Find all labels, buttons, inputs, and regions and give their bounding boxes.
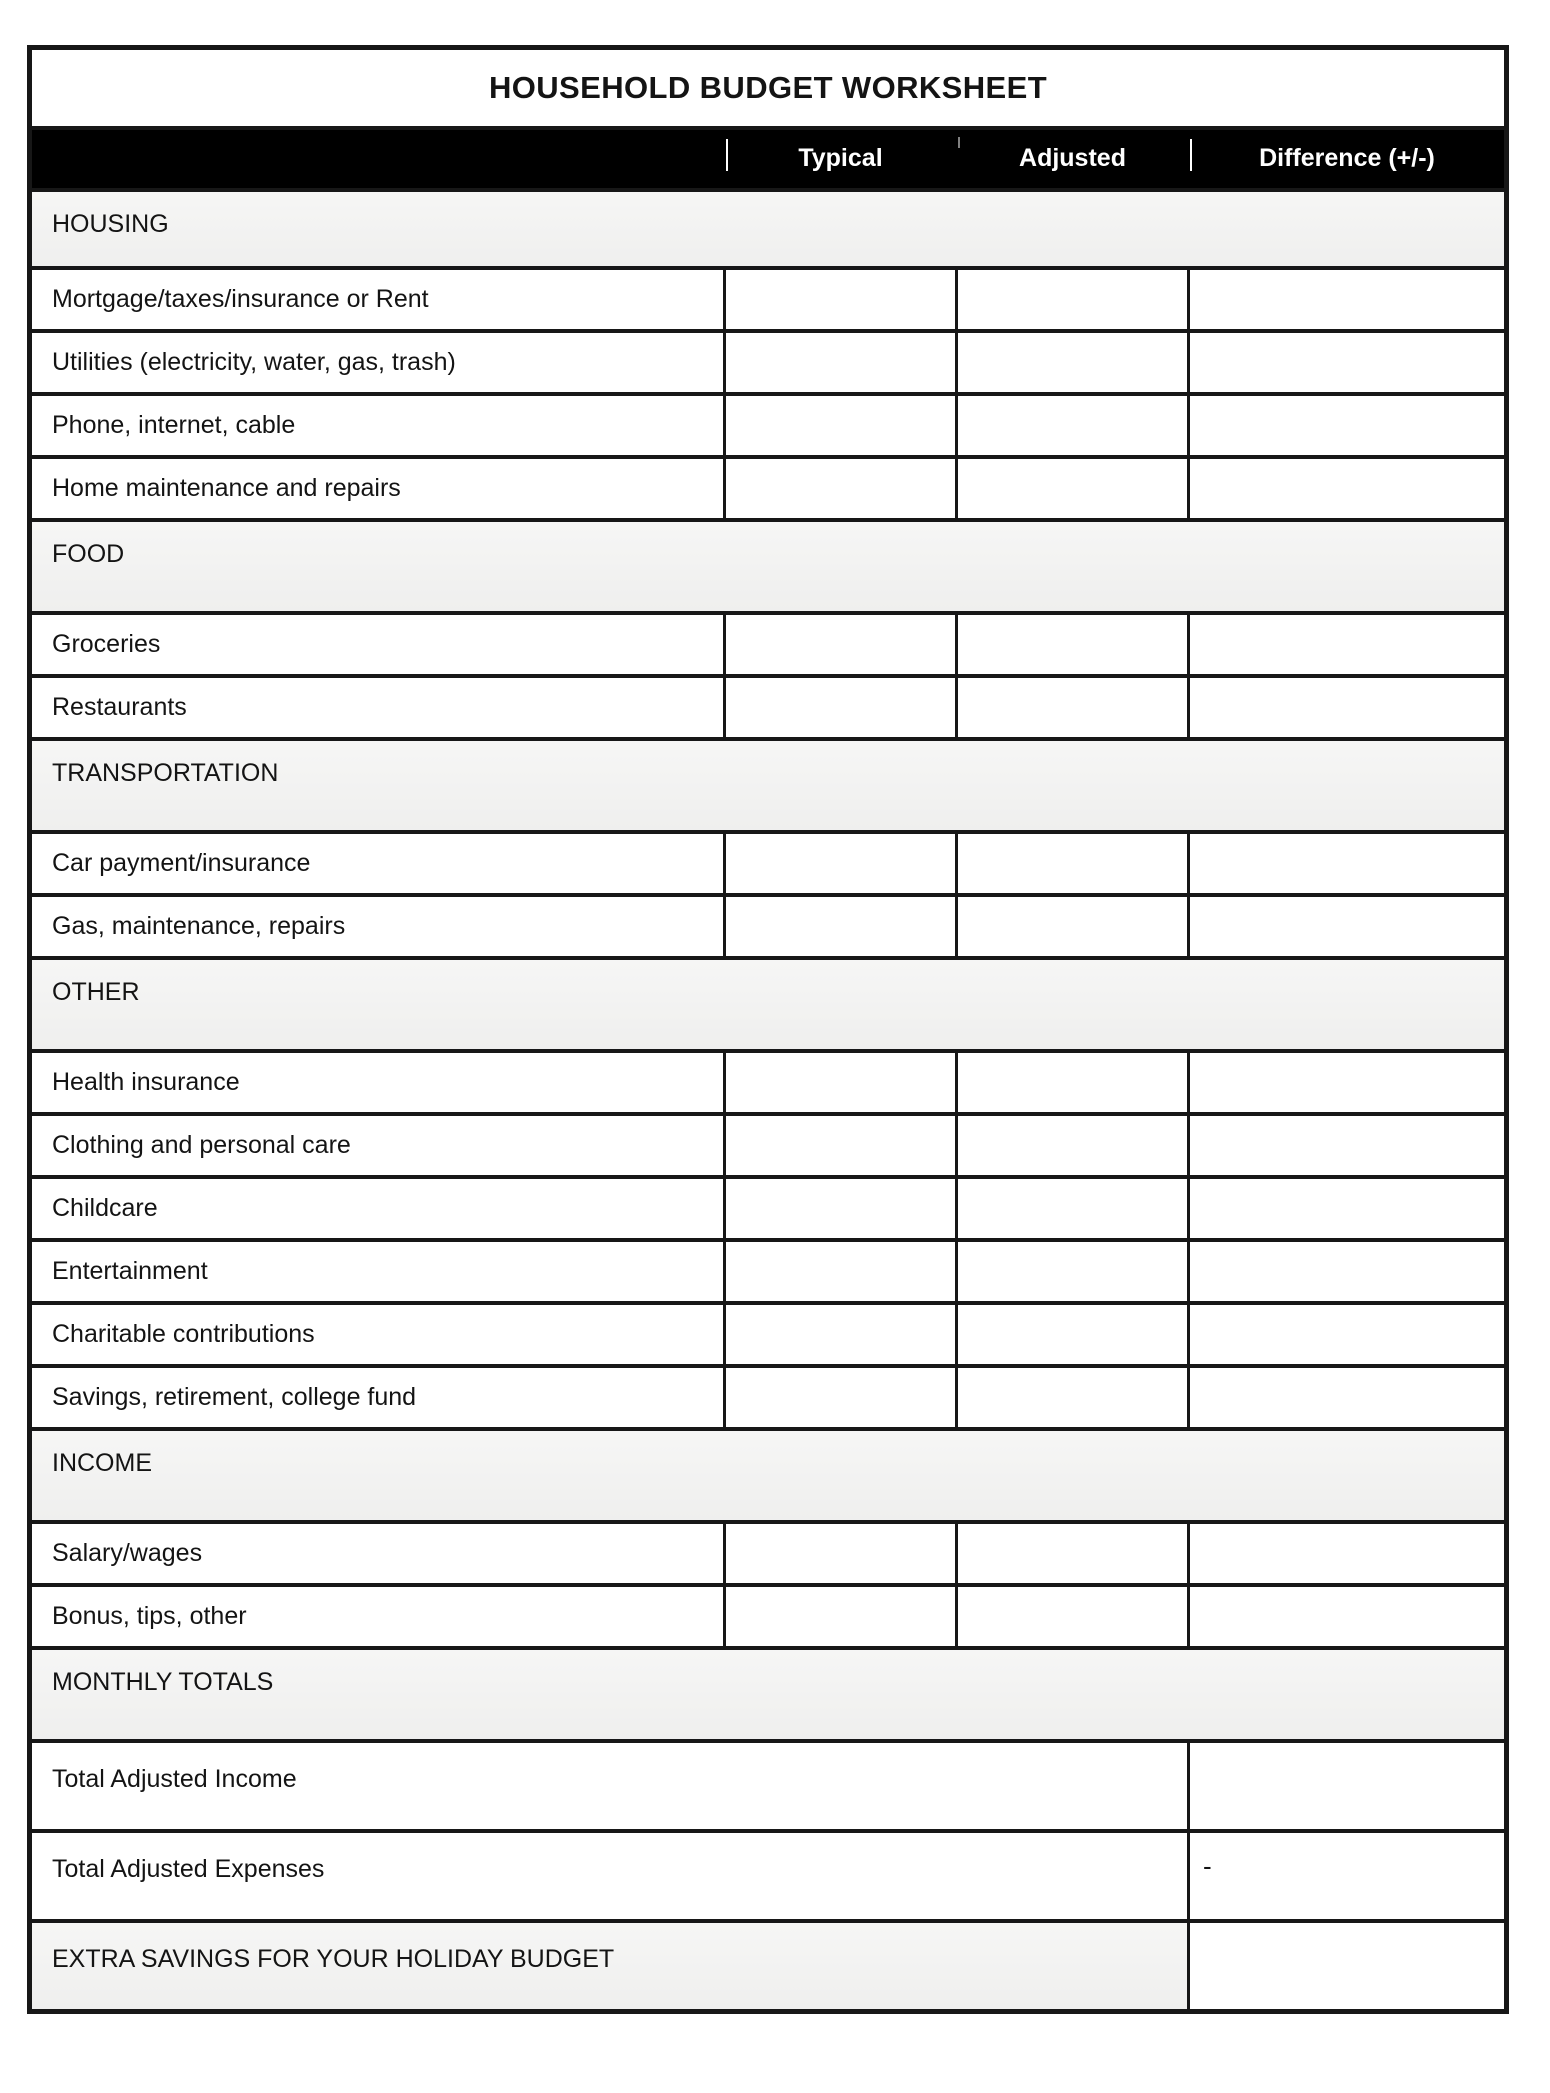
entry-typical-cell[interactable] — [725, 613, 957, 676]
section-row-housing — [30, 190, 1507, 268]
extra-savings-row — [30, 1921, 1507, 2012]
section-row-transportation — [30, 739, 1507, 832]
item-label: Home maintenance and repairs — [30, 457, 725, 520]
entry-difference-cell[interactable] — [1189, 1522, 1507, 1585]
entry-typical-cell[interactable] — [725, 1051, 957, 1114]
entry-difference-cell[interactable] — [1189, 394, 1507, 457]
entry-typical-cell[interactable] — [725, 394, 957, 457]
entry-difference-cell[interactable] — [1189, 1177, 1507, 1240]
section-label: MONTHLY TOTALS — [30, 1648, 1507, 1741]
column-separator-tick — [725, 139, 728, 171]
entry-difference-cell[interactable] — [1189, 895, 1507, 958]
entry-typical-cell[interactable] — [725, 895, 957, 958]
section-label: TRANSPORTATION — [30, 739, 1507, 832]
entry-difference-cell[interactable] — [1189, 1114, 1507, 1177]
section-label: HOUSING — [30, 190, 1507, 268]
entry-typical-cell[interactable] — [725, 1177, 957, 1240]
entry-difference-cell[interactable] — [1189, 1051, 1507, 1114]
section-label: OTHER — [30, 958, 1507, 1051]
column-separator-tick — [1189, 139, 1192, 171]
entry-typical-cell[interactable] — [725, 1585, 957, 1648]
entry-typical-cell[interactable] — [725, 457, 957, 520]
item-row-car-payment-insurance — [30, 832, 1507, 895]
total-row-adjusted-income — [30, 1741, 1507, 1831]
item-row-savings-retirement — [30, 1366, 1507, 1429]
entry-adjusted-cell[interactable] — [957, 1522, 1189, 1585]
extra-savings-label: EXTRA SAVINGS FOR YOUR HOLIDAY BUDGET — [30, 1921, 1189, 2012]
section-label: FOOD — [30, 520, 1507, 613]
column-header-spacer — [30, 128, 725, 190]
entry-difference-cell[interactable] — [1189, 1585, 1507, 1648]
total-label: Total Adjusted Income — [30, 1741, 1189, 1831]
item-label: Bonus, tips, other — [30, 1585, 725, 1648]
section-row-income — [30, 1429, 1507, 1522]
entry-adjusted-cell[interactable] — [957, 613, 1189, 676]
entry-difference-cell[interactable] — [1189, 457, 1507, 520]
entry-adjusted-cell[interactable] — [957, 895, 1189, 958]
entry-adjusted-cell[interactable] — [957, 1366, 1189, 1429]
entry-adjusted-cell[interactable] — [957, 394, 1189, 457]
extra-savings-cell[interactable] — [1189, 1921, 1507, 2012]
column-header-typical — [725, 128, 957, 190]
column-header-adjusted — [957, 128, 1189, 190]
budget-worksheet-table — [27, 45, 1509, 2014]
entry-difference-cell[interactable] — [1189, 1366, 1507, 1429]
entry-adjusted-cell[interactable] — [957, 1240, 1189, 1303]
column-separator-tick — [957, 137, 960, 148]
entry-typical-cell[interactable] — [725, 1303, 957, 1366]
item-row-mortgage-rent — [30, 268, 1507, 331]
entry-adjusted-cell[interactable] — [957, 268, 1189, 331]
title-row — [30, 48, 1507, 128]
entry-adjusted-cell[interactable] — [957, 1177, 1189, 1240]
item-label: Car payment/insurance — [30, 832, 725, 895]
entry-typical-cell[interactable] — [725, 1240, 957, 1303]
total-adjusted-income-cell[interactable] — [1189, 1741, 1507, 1831]
entry-adjusted-cell[interactable] — [957, 1051, 1189, 1114]
item-label: Gas, maintenance, repairs — [30, 895, 725, 958]
column-header-label: Difference (+/-) — [1259, 144, 1435, 172]
section-row-food — [30, 520, 1507, 613]
item-row-bonus-tips-other — [30, 1585, 1507, 1648]
item-row-entertainment — [30, 1240, 1507, 1303]
item-label: Health insurance — [30, 1051, 725, 1114]
entry-difference-cell[interactable] — [1189, 331, 1507, 394]
total-row-adjusted-expenses — [30, 1831, 1507, 1921]
entry-difference-cell[interactable] — [1189, 832, 1507, 895]
section-row-other — [30, 958, 1507, 1051]
item-row-charitable-contributions — [30, 1303, 1507, 1366]
item-row-clothing-personal-care — [30, 1114, 1507, 1177]
entry-adjusted-cell[interactable] — [957, 1114, 1189, 1177]
entry-difference-cell[interactable] — [1189, 1303, 1507, 1366]
item-row-phone-internet-cable — [30, 394, 1507, 457]
entry-difference-cell[interactable] — [1189, 676, 1507, 739]
item-label: Charitable contributions — [30, 1303, 725, 1366]
entry-adjusted-cell[interactable] — [957, 1585, 1189, 1648]
worksheet-title: HOUSEHOLD BUDGET WORKSHEET — [30, 48, 1507, 128]
item-label: Mortgage/taxes/insurance or Rent — [30, 268, 725, 331]
entry-difference-cell[interactable] — [1189, 268, 1507, 331]
entry-typical-cell[interactable] — [725, 268, 957, 331]
total-adjusted-expenses-cell[interactable]: - — [1189, 1831, 1507, 1921]
item-label: Clothing and personal care — [30, 1114, 725, 1177]
entry-adjusted-cell[interactable] — [957, 676, 1189, 739]
entry-difference-cell[interactable] — [1189, 613, 1507, 676]
column-header-label: Adjusted — [1019, 144, 1126, 172]
item-label: Salary/wages — [30, 1522, 725, 1585]
section-label: INCOME — [30, 1429, 1507, 1522]
entry-typical-cell[interactable] — [725, 1522, 957, 1585]
item-row-childcare — [30, 1177, 1507, 1240]
entry-typical-cell[interactable] — [725, 676, 957, 739]
item-row-utilities — [30, 331, 1507, 394]
entry-adjusted-cell[interactable] — [957, 1303, 1189, 1366]
entry-difference-cell[interactable] — [1189, 1240, 1507, 1303]
item-row-gas-maintenance-repairs — [30, 895, 1507, 958]
item-label: Savings, retirement, college fund — [30, 1366, 725, 1429]
column-header-label: Typical — [798, 144, 883, 172]
column-header-row — [30, 128, 1507, 190]
entry-adjusted-cell[interactable] — [957, 457, 1189, 520]
item-row-salary-wages — [30, 1522, 1507, 1585]
total-label: Total Adjusted Expenses — [30, 1831, 1189, 1921]
entry-typical-cell[interactable] — [725, 331, 957, 394]
column-header-difference — [1189, 128, 1507, 190]
item-label: Groceries — [30, 613, 725, 676]
entry-adjusted-cell[interactable] — [957, 832, 1189, 895]
entry-adjusted-cell[interactable] — [957, 331, 1189, 394]
item-row-home-maintenance — [30, 457, 1507, 520]
entry-typical-cell[interactable] — [725, 1114, 957, 1177]
entry-typical-cell[interactable] — [725, 832, 957, 895]
item-label: Childcare — [30, 1177, 725, 1240]
section-row-monthly-totals — [30, 1648, 1507, 1741]
item-label: Entertainment — [30, 1240, 725, 1303]
item-row-restaurants — [30, 676, 1507, 739]
item-row-health-insurance — [30, 1051, 1507, 1114]
item-label: Utilities (electricity, water, gas, trash) — [30, 331, 725, 394]
item-label: Phone, internet, cable — [30, 394, 725, 457]
item-row-groceries — [30, 613, 1507, 676]
item-label: Restaurants — [30, 676, 725, 739]
entry-typical-cell[interactable] — [725, 1366, 957, 1429]
